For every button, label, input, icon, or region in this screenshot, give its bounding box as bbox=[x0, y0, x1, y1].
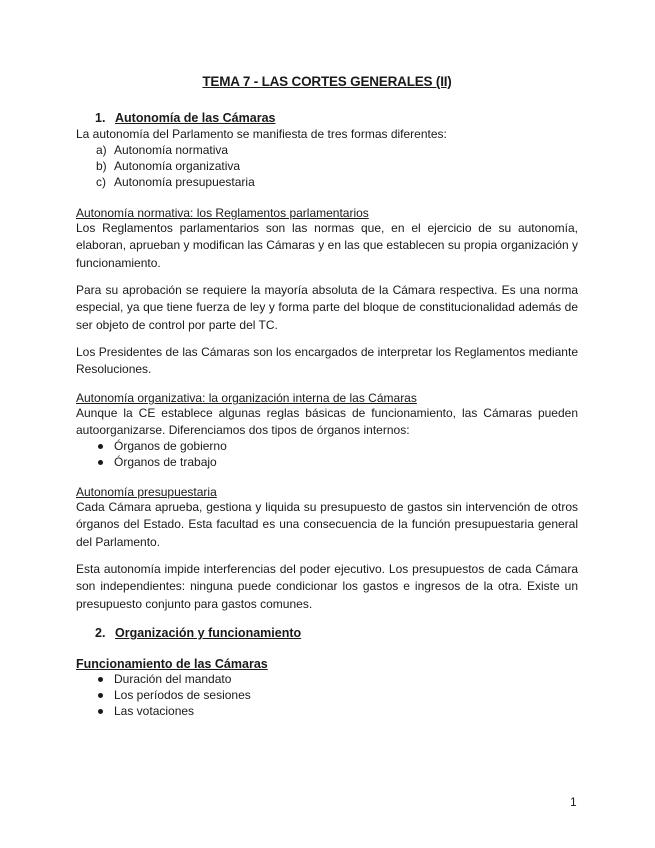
organizativa-paragraph-1: Aunque la CE establece algunas reglas básicas de funcionamiento, las Cámaras pueden autoorganizarse. Diferenciamos dos tipos de órganos internos: bbox=[76, 406, 578, 438]
presupuestaria-paragraph-2: Esta autonomía impide interferencias del poder ejecutivo. Los presupuestos de cada Cámara son independientes: ninguna puede condicionar los gastos e ingresos de la otra. Existe un presupuesto conjunto para gastos comunes. bbox=[76, 562, 578, 611]
funcionamiento-heading: Funcionamiento de las Cámaras bbox=[76, 657, 268, 671]
section-1-number: 1. bbox=[95, 111, 106, 125]
normativa-paragraph-3: Los Presidentes de las Cámaras son los encargados de interpretar los Reglamentos mediante Resoluciones. bbox=[76, 345, 578, 377]
bullet-icon bbox=[98, 444, 103, 449]
normativa-paragraph-2: Para su aprobación se requiere la mayoría absoluta de la Cámara respectiva. Es una norma especial, ya que tiene fuerza de ley y forma parte del bloque de constitucionalidad además de ser objeto de control por parte del TC. bbox=[76, 283, 578, 332]
normativa-heading: Autonomía normativa: los Reglamentos parlamentarios bbox=[76, 206, 369, 220]
bullet-icon bbox=[98, 709, 103, 714]
bullet-icon bbox=[98, 693, 103, 698]
page-number: 1 bbox=[570, 795, 577, 809]
section-1-intro: La autonomía del Parlamento se manifiesta de tres formas diferentes: bbox=[76, 127, 447, 141]
presupuestaria-paragraph-1: Cada Cámara aprueba, gestiona y liquida su presupuesto de gastos sin intervención de otros órganos del Estado. Esta facultad es una consecuencia de la función presupuestaria general del Parlamento. bbox=[76, 500, 578, 549]
section-2-number: 2. bbox=[95, 626, 106, 640]
normativa-paragraph-1: Los Reglamentos parlamentarios son las normas que, en el ejercicio de su autonomía, elaboran, aprueban y modifican las Cámaras y en las que establecen su propia organización y funcionamiento. bbox=[76, 221, 578, 270]
bullet-icon bbox=[98, 460, 103, 465]
section-1-title: Autonomía de las Cámaras bbox=[115, 111, 276, 125]
page-title: TEMA 7 - LAS CORTES GENERALES (II) bbox=[202, 74, 452, 89]
bullet-icon bbox=[98, 677, 103, 682]
presupuestaria-heading: Autonomía presupuestaria bbox=[76, 485, 217, 499]
section-2-title: Organización y funcionamiento bbox=[115, 626, 302, 640]
organizativa-heading: Autonomía organizativa: la organización interna de las Cámaras bbox=[76, 391, 417, 405]
